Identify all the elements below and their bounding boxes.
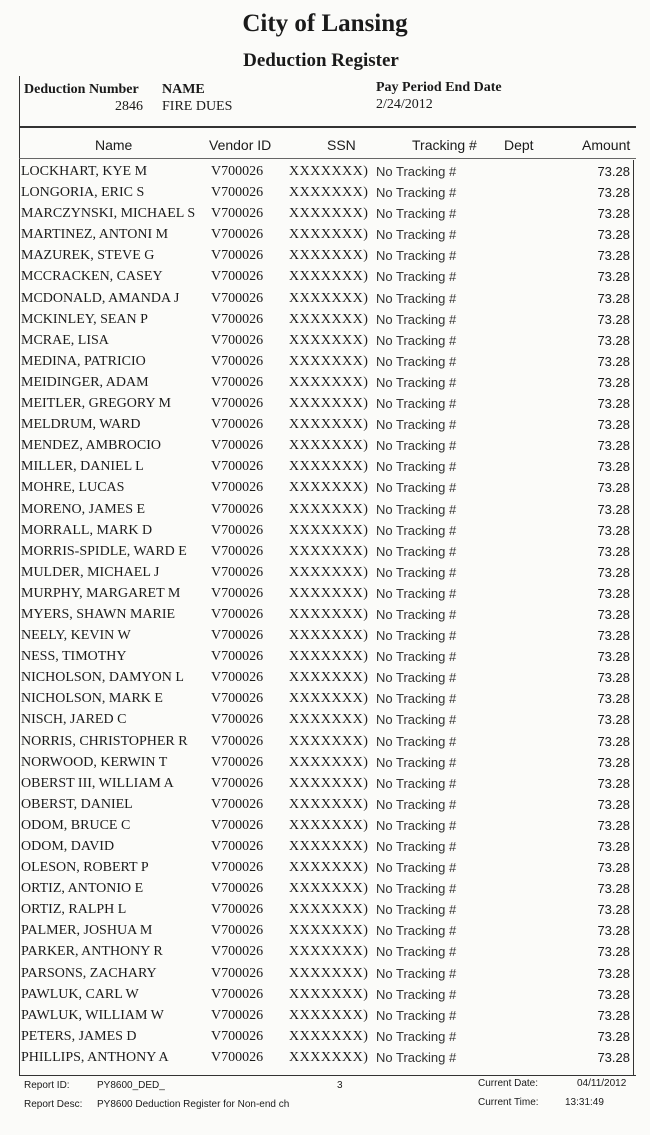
amount: 73.28 [597, 543, 630, 559]
table-row [0, 796, 650, 817]
ssn: XXXXXXX) [289, 670, 369, 686]
employee-name: PARKER, ANTHONY R [21, 944, 163, 960]
table-row [0, 965, 650, 986]
table-row [0, 268, 650, 289]
amount: 73.28 [597, 585, 630, 601]
vendor-id: V700026 [211, 817, 264, 833]
tracking-number: No Tracking # [376, 796, 457, 812]
employee-name: MILLER, DANIEL L [21, 459, 144, 475]
vendor-id: V700026 [211, 881, 264, 897]
tracking-number: No Tracking # [376, 543, 457, 559]
amount: 73.28 [597, 754, 630, 770]
employee-name: MELDRUM, WARD [21, 417, 141, 433]
table-row [0, 606, 650, 627]
ssn: XXXXXXX) [289, 944, 369, 960]
vendor-id: V700026 [211, 185, 264, 201]
amount: 73.28 [597, 691, 630, 707]
tracking-number: No Tracking # [376, 185, 457, 201]
ssn: XXXXXXX) [289, 881, 369, 897]
column-header-divider [19, 158, 636, 159]
employee-name: MEDINA, PATRICIO [21, 353, 146, 369]
employee-name: MCDONALD, AMANDA J [21, 290, 180, 306]
tracking-number: No Tracking # [376, 332, 457, 348]
vendor-id: V700026 [211, 353, 264, 369]
vendor-id: V700026 [211, 438, 264, 454]
employee-name: MEIDINGER, ADAM [21, 374, 149, 390]
tracking-number: No Tracking # [376, 712, 457, 728]
ssn: XXXXXXX) [289, 754, 369, 770]
amount: 73.28 [597, 860, 630, 876]
tracking-number: No Tracking # [376, 459, 457, 475]
vendor-id: V700026 [211, 733, 264, 749]
employee-name: PAWLUK, CARL W [21, 986, 139, 1002]
tracking-number: No Tracking # [376, 691, 457, 707]
amount: 73.28 [597, 438, 630, 454]
tracking-number: No Tracking # [376, 606, 457, 622]
amount: 73.28 [597, 606, 630, 622]
ssn: XXXXXXX) [289, 290, 369, 306]
tracking-number: No Tracking # [376, 353, 457, 369]
table-row [0, 817, 650, 838]
ssn: XXXXXXX) [289, 332, 369, 348]
table-row [0, 1049, 650, 1070]
tracking-number: No Tracking # [376, 881, 457, 897]
tracking-number: No Tracking # [376, 986, 457, 1002]
tracking-number: No Tracking # [376, 269, 457, 285]
amount: 73.28 [597, 670, 630, 686]
ssn: XXXXXXX) [289, 311, 369, 327]
employee-name: NICHOLSON, DAMYON L [21, 670, 184, 686]
report-id-label: Report ID: [24, 1080, 70, 1091]
tracking-number: No Tracking # [376, 670, 457, 686]
table-row [0, 711, 650, 732]
ssn: XXXXXXX) [289, 860, 369, 876]
amount: 73.28 [597, 480, 630, 496]
vendor-id: V700026 [211, 522, 264, 538]
employee-name: OBERST III, WILLIAM A [21, 775, 174, 791]
amount: 73.28 [597, 923, 630, 939]
tracking-number: No Tracking # [376, 839, 457, 854]
vendor-id: V700026 [211, 206, 264, 222]
vendor-id: V700026 [211, 564, 264, 580]
table-row [0, 880, 650, 901]
vendor-id: V700026 [211, 902, 264, 918]
amount: 73.28 [597, 712, 630, 728]
ssn: XXXXXXX) [289, 965, 369, 981]
table-row [0, 395, 650, 416]
employee-name: MOHRE, LUCAS [21, 480, 125, 496]
amount: 73.28 [597, 1028, 630, 1044]
report-id-value: PY8600_DED_ [97, 1080, 165, 1091]
ssn: XXXXXXX) [289, 628, 369, 644]
employee-name: PALMER, JOSHUA M [21, 923, 153, 939]
column-header-vendor-id: Vendor ID [209, 137, 272, 153]
column-header-name: Name [95, 137, 133, 153]
vendor-id: V700026 [211, 459, 264, 475]
employee-name: ODOM, DAVID [21, 839, 115, 854]
tracking-number: No Tracking # [376, 311, 457, 327]
table-row [0, 332, 650, 353]
header-divider [19, 126, 636, 128]
amount: 73.28 [597, 817, 630, 833]
ssn: XXXXXXX) [289, 923, 369, 939]
table-row [0, 311, 650, 332]
name-label: NAME [162, 82, 205, 97]
ssn: XXXXXXX) [289, 269, 369, 285]
tracking-number: No Tracking # [376, 1007, 457, 1023]
ssn: XXXXXXX) [289, 501, 369, 517]
table-row [0, 543, 650, 564]
table-row [0, 184, 650, 205]
amount: 73.28 [597, 185, 630, 201]
tracking-number: No Tracking # [376, 754, 457, 770]
employee-name: ORTIZ, RALPH L [21, 902, 127, 918]
ssn: XXXXXXX) [289, 902, 369, 918]
vendor-id: V700026 [211, 628, 264, 644]
ssn: XXXXXXX) [289, 606, 369, 622]
amount: 73.28 [597, 522, 630, 538]
employee-name: MAZUREK, STEVE G [21, 248, 155, 264]
vendor-id: V700026 [211, 944, 264, 960]
employee-name: NORRIS, CHRISTOPHER R [21, 733, 188, 749]
employee-name: PAWLUK, WILLIAM W [21, 1007, 164, 1023]
tracking-number: No Tracking # [376, 775, 457, 791]
vendor-id: V700026 [211, 248, 264, 264]
table-row [0, 205, 650, 226]
employee-name: MCRAE, LISA [21, 332, 109, 348]
table-row [0, 922, 650, 943]
amount: 73.28 [597, 248, 630, 264]
amount: 73.28 [597, 775, 630, 791]
employee-name: MULDER, MICHAEL J [21, 564, 160, 580]
ssn: XXXXXXX) [289, 1028, 369, 1044]
amount: 73.28 [597, 206, 630, 222]
tracking-number: No Tracking # [376, 923, 457, 939]
vendor-id: V700026 [211, 396, 264, 412]
amount: 73.28 [597, 965, 630, 981]
tracking-number: No Tracking # [376, 374, 457, 390]
employee-name: MORRALL, MARK D [21, 522, 153, 538]
column-header-tracking: Tracking # [412, 137, 477, 153]
current-date-label: Current Date: [478, 1078, 539, 1089]
table-row [0, 564, 650, 585]
current-date-value: 04/11/2012 [577, 1078, 627, 1089]
amount: 73.28 [597, 649, 630, 665]
page-number: 3 [337, 1080, 343, 1091]
employee-name: OLESON, ROBERT P [21, 860, 149, 876]
ssn: XXXXXXX) [289, 649, 369, 665]
tracking-number: No Tracking # [376, 227, 457, 243]
vendor-id: V700026 [211, 332, 264, 348]
ssn: XXXXXXX) [289, 543, 369, 559]
vendor-id: V700026 [211, 860, 264, 876]
amount: 73.28 [597, 290, 630, 306]
vendor-id: V700026 [211, 923, 264, 939]
amount: 73.28 [597, 269, 630, 285]
amount: 73.28 [597, 227, 630, 243]
tracking-number: No Tracking # [376, 733, 457, 749]
employee-name: MARCZYNSKI, MICHAEL S [21, 206, 196, 222]
ssn: XXXXXXX) [289, 206, 369, 222]
tracking-number: No Tracking # [376, 501, 457, 517]
table-row [0, 501, 650, 522]
table-row [0, 733, 650, 754]
page-subtitle: Deduction Register [243, 50, 399, 71]
table-row [0, 648, 650, 669]
vendor-id: V700026 [211, 1028, 264, 1044]
amount: 73.28 [597, 881, 630, 897]
employee-name: MEITLER, GREGORY M [21, 396, 171, 412]
table-row [0, 986, 650, 1007]
amount: 73.28 [597, 417, 630, 433]
table-row [0, 226, 650, 247]
vendor-id: V700026 [211, 965, 264, 981]
table-row [0, 163, 650, 184]
table-row [0, 943, 650, 964]
employee-name: LOCKHART, KYE M [21, 164, 148, 179]
table-row [0, 1028, 650, 1049]
table-row [0, 353, 650, 374]
tracking-number: No Tracking # [376, 628, 457, 644]
deduction-name-value: FIRE DUES [162, 99, 233, 114]
amount: 73.28 [597, 628, 630, 644]
current-time-value: 13:31:49 [565, 1097, 604, 1108]
tracking-number: No Tracking # [376, 417, 457, 433]
employee-name: MORRIS-SPIDLE, WARD E [21, 543, 187, 559]
amount: 73.28 [597, 459, 630, 475]
ssn: XXXXXXX) [289, 817, 369, 833]
vendor-id: V700026 [211, 164, 264, 179]
table-row [0, 374, 650, 395]
tracking-number: No Tracking # [376, 1049, 457, 1065]
employee-name: LONGORIA, ERIC S [21, 185, 145, 201]
tracking-number: No Tracking # [376, 585, 457, 601]
page-title: City of Lansing [242, 10, 408, 37]
table-row [0, 247, 650, 268]
vendor-id: V700026 [211, 1007, 264, 1023]
table-row [0, 416, 650, 437]
amount: 73.28 [597, 311, 630, 327]
employee-name: NICHOLSON, MARK E [21, 691, 163, 707]
ssn: XXXXXXX) [289, 248, 369, 264]
vendor-id: V700026 [211, 501, 264, 517]
ssn: XXXXXXX) [289, 775, 369, 791]
table-row [0, 522, 650, 543]
vendor-id: V700026 [211, 775, 264, 791]
amount: 73.28 [597, 1049, 630, 1065]
amount: 73.28 [597, 986, 630, 1002]
employee-name: ORTIZ, ANTONIO E [21, 881, 144, 897]
register-table-body [0, 163, 650, 1070]
amount: 73.28 [597, 902, 630, 918]
table-row [0, 838, 650, 859]
tracking-number: No Tracking # [376, 944, 457, 960]
amount: 73.28 [597, 944, 630, 960]
table-row [0, 437, 650, 458]
deduction-number-label: Deduction Number [24, 82, 139, 97]
tracking-number: No Tracking # [376, 902, 457, 918]
employee-name: ODOM, BRUCE C [21, 817, 131, 833]
ssn: XXXXXXX) [289, 396, 369, 412]
footer-divider [19, 1075, 636, 1076]
amount: 73.28 [597, 396, 630, 412]
amount: 73.28 [597, 332, 630, 348]
ssn: XXXXXXX) [289, 417, 369, 433]
tracking-number: No Tracking # [376, 480, 457, 496]
deduction-number-value: 2846 [115, 99, 143, 114]
report-desc-label: Report Desc: [24, 1099, 83, 1110]
ssn: XXXXXXX) [289, 585, 369, 601]
employee-name: OBERST, DANIEL [21, 796, 133, 812]
amount: 73.28 [597, 353, 630, 369]
tracking-number: No Tracking # [376, 248, 457, 264]
employee-name: PARSONS, ZACHARY [21, 965, 157, 981]
table-row [0, 585, 650, 606]
employee-name: NISCH, JARED C [21, 712, 127, 728]
vendor-id: V700026 [211, 417, 264, 433]
tracking-number: No Tracking # [376, 1028, 457, 1044]
vendor-id: V700026 [211, 670, 264, 686]
column-header-amount: Amount [582, 137, 631, 153]
ssn: XXXXXXX) [289, 164, 369, 179]
pay-period-label: Pay Period End Date [376, 80, 502, 95]
ssn: XXXXXXX) [289, 438, 369, 454]
ssn: XXXXXXX) [289, 564, 369, 580]
ssn: XXXXXXX) [289, 522, 369, 538]
ssn: XXXXXXX) [289, 796, 369, 812]
vendor-id: V700026 [211, 585, 264, 601]
tracking-number: No Tracking # [376, 965, 457, 981]
vendor-id: V700026 [211, 839, 264, 854]
tracking-number: No Tracking # [376, 290, 457, 306]
employee-name: NESS, TIMOTHY [21, 649, 127, 665]
employee-name: PHILLIPS, ANTHONY A [21, 1049, 169, 1065]
tracking-number: No Tracking # [376, 164, 457, 179]
tracking-number: No Tracking # [376, 206, 457, 222]
tracking-number: No Tracking # [376, 860, 457, 876]
ssn: XXXXXXX) [289, 733, 369, 749]
employee-name: MENDEZ, AMBROCIO [21, 438, 162, 454]
tracking-number: No Tracking # [376, 649, 457, 665]
vendor-id: V700026 [211, 691, 264, 707]
employee-name: MCKINLEY, SEAN P [21, 311, 148, 327]
vendor-id: V700026 [211, 480, 264, 496]
vendor-id: V700026 [211, 227, 264, 243]
vendor-id: V700026 [211, 290, 264, 306]
tracking-number: No Tracking # [376, 396, 457, 412]
tracking-number: No Tracking # [376, 817, 457, 833]
report-desc-value: PY8600 Deduction Register for Non-end ch [97, 1099, 290, 1110]
employee-name: MYERS, SHAWN MARIE [21, 606, 176, 622]
vendor-id: V700026 [211, 796, 264, 812]
vendor-id: V700026 [211, 606, 264, 622]
employee-name: NORWOOD, KERWIN T [21, 754, 168, 770]
current-time-label: Current Time: [478, 1097, 539, 1108]
vendor-id: V700026 [211, 311, 264, 327]
table-row [0, 859, 650, 880]
tracking-number: No Tracking # [376, 438, 457, 454]
vendor-id: V700026 [211, 1049, 264, 1065]
ssn: XXXXXXX) [289, 712, 369, 728]
table-row [0, 479, 650, 500]
tracking-number: No Tracking # [376, 522, 457, 538]
ssn: XXXXXXX) [289, 480, 369, 496]
ssn: XXXXXXX) [289, 227, 369, 243]
table-row [0, 754, 650, 775]
employee-name: MARTINEZ, ANTONI M [21, 227, 169, 243]
amount: 73.28 [597, 501, 630, 517]
employee-name: MCCRACKEN, CASEY [21, 269, 163, 285]
employee-name: NEELY, KEVIN W [21, 628, 131, 644]
ssn: XXXXXXX) [289, 1049, 369, 1065]
ssn: XXXXXXX) [289, 185, 369, 201]
amount: 73.28 [597, 796, 630, 812]
pay-period-value: 2/24/2012 [376, 97, 433, 112]
ssn: XXXXXXX) [289, 986, 369, 1002]
amount: 73.28 [597, 164, 630, 179]
table-row [0, 690, 650, 711]
ssn: XXXXXXX) [289, 353, 369, 369]
table-row [0, 290, 650, 311]
table-row [0, 627, 650, 648]
vendor-id: V700026 [211, 754, 264, 770]
column-header-ssn: SSN [327, 137, 356, 153]
vendor-id: V700026 [211, 374, 264, 390]
table-row [0, 458, 650, 479]
amount: 73.28 [597, 839, 630, 854]
column-header-dept: Dept [504, 137, 534, 153]
ssn: XXXXXXX) [289, 459, 369, 475]
table-row [0, 1007, 650, 1028]
employee-name: PETERS, JAMES D [21, 1028, 137, 1044]
table-row [0, 775, 650, 796]
amount: 73.28 [597, 733, 630, 749]
table-row [0, 669, 650, 690]
vendor-id: V700026 [211, 986, 264, 1002]
vendor-id: V700026 [211, 543, 264, 559]
tracking-number: No Tracking # [376, 564, 457, 580]
ssn: XXXXXXX) [289, 839, 369, 854]
ssn: XXXXXXX) [289, 1007, 369, 1023]
vendor-id: V700026 [211, 712, 264, 728]
vendor-id: V700026 [211, 649, 264, 665]
amount: 73.28 [597, 564, 630, 580]
ssn: XXXXXXX) [289, 374, 369, 390]
amount: 73.28 [597, 374, 630, 390]
ssn: XXXXXXX) [289, 691, 369, 707]
employee-name: MURPHY, MARGARET M [21, 585, 181, 601]
amount: 73.28 [597, 1007, 630, 1023]
table-row [0, 901, 650, 922]
vendor-id: V700026 [211, 269, 264, 285]
employee-name: MORENO, JAMES E [21, 501, 146, 517]
